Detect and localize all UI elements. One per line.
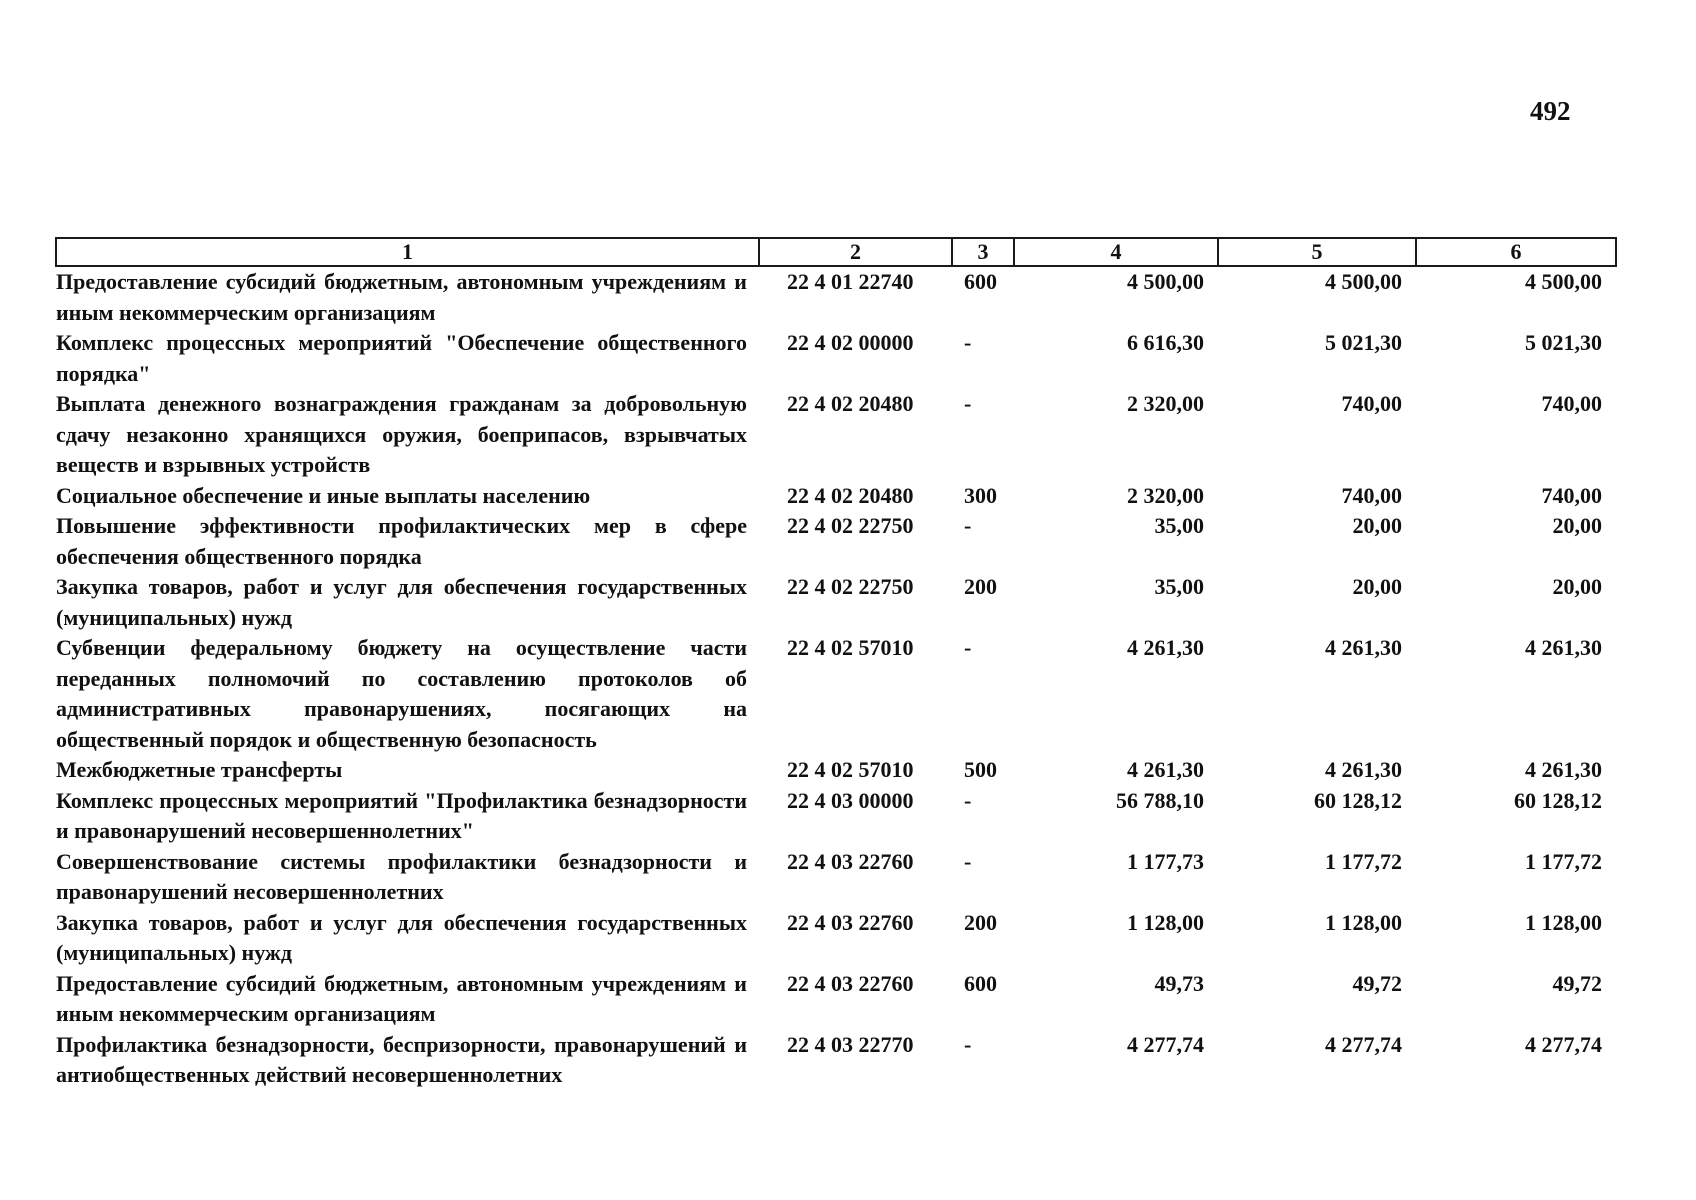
table-row — [56, 511, 1616, 572]
item-name: Социальное обеспечение и иные выплаты населению — [56, 482, 591, 508]
table-row — [56, 633, 1616, 755]
amount-col-6: 4 500,00 — [1525, 269, 1602, 294]
amount-col-5: 4 277,74 — [1325, 1031, 1402, 1057]
expense-type: - — [964, 787, 972, 813]
amount-col-4: 6 616,30 — [1127, 330, 1204, 355]
item-name: Выплата денежного вознаграждения гражданам за добровольную сдачу незаконно хранящихся оружия, боеприпасов, взрывчатых веществ и взрывных устройств — [56, 391, 747, 477]
table-row — [56, 847, 1616, 908]
target-code: 22 4 03 22760 — [787, 848, 914, 874]
expense-type: 200 — [964, 909, 997, 935]
amount-col-5: 4 500,00 — [1325, 269, 1402, 294]
amount-col-5: 1 177,72 — [1325, 848, 1402, 874]
amount-col-5: 740,00 — [1341, 482, 1402, 508]
table-row — [56, 755, 1616, 786]
column-header-5: 5 — [1218, 238, 1416, 266]
amount-col-5: 4 261,30 — [1325, 757, 1402, 782]
amount-col-5: 20,00 — [1352, 574, 1402, 599]
amount-col-6: 1 177,72 — [1525, 848, 1602, 874]
amount-col-6: 740,00 — [1541, 391, 1602, 416]
amount-col-5: 5 021,30 — [1325, 330, 1402, 355]
target-code: 22 4 02 20480 — [787, 482, 914, 508]
target-code: 22 4 02 57010 — [787, 635, 914, 660]
table-row — [56, 328, 1616, 389]
amount-col-5: 4 261,30 — [1325, 635, 1402, 660]
amount-col-4: 4 277,74 — [1127, 1031, 1204, 1057]
expense-type: 600 — [964, 269, 997, 294]
target-code: 22 4 03 22770 — [787, 1031, 914, 1057]
amount-col-4: 2 320,00 — [1127, 482, 1204, 508]
column-header-2: 2 — [759, 238, 952, 266]
item-name: Совершенствование системы профилактики безнадзорности и правонарушений несовершеннолетних — [56, 848, 747, 904]
expense-type: 600 — [964, 970, 997, 996]
amount-col-5: 60 128,12 — [1314, 787, 1402, 813]
amount-col-4: 4 500,00 — [1127, 269, 1204, 294]
amount-col-4: 35,00 — [1154, 513, 1204, 538]
amount-col-6: 4 277,74 — [1525, 1031, 1602, 1057]
item-name: Межбюджетные трансферты — [56, 757, 343, 782]
item-name: Комплекс процессных мероприятий "Профилактика безнадзорности и правонарушений несовершеннолетних" — [56, 787, 747, 843]
amount-col-5: 49,72 — [1352, 970, 1402, 996]
table-row — [56, 786, 1616, 847]
amount-col-4: 49,73 — [1154, 970, 1204, 996]
expense-type: - — [964, 1031, 972, 1057]
amount-col-6: 5 021,30 — [1525, 330, 1602, 355]
amount-col-6: 4 261,30 — [1525, 757, 1602, 782]
item-name: Профилактика безнадзорности, беспризорности, правонарушений и антиобщественных действий несовершеннолетних — [56, 1031, 747, 1087]
budget-table — [55, 237, 1617, 1091]
column-header-6: 6 — [1416, 238, 1616, 266]
amount-col-4: 1 177,73 — [1127, 848, 1204, 874]
item-name: Предоставление субсидий бюджетным, автономным учреждениям и иным некоммерческим организациям — [56, 970, 747, 1026]
amount-col-5: 20,00 — [1352, 513, 1402, 538]
item-name: Закупка товаров, работ и услуг для обеспечения государственных (муниципальных) нужд — [56, 909, 747, 965]
target-code: 22 4 03 00000 — [787, 787, 914, 813]
amount-col-4: 1 128,00 — [1127, 909, 1204, 935]
amount-col-4: 4 261,30 — [1127, 757, 1204, 782]
target-code: 22 4 02 57010 — [787, 757, 914, 782]
table-row — [56, 389, 1616, 481]
amount-col-6: 20,00 — [1552, 513, 1602, 538]
amount-col-6: 60 128,12 — [1514, 787, 1602, 813]
item-name: Закупка товаров, работ и услуг для обеспечения государственных (муниципальных) нужд — [56, 574, 747, 630]
target-code: 22 4 02 20480 — [787, 391, 914, 416]
table-row — [56, 908, 1616, 969]
amount-col-4: 2 320,00 — [1127, 391, 1204, 416]
amount-col-4: 56 788,10 — [1116, 787, 1204, 813]
column-header-3: 3 — [952, 238, 1014, 266]
item-name: Предоставление субсидий бюджетным, автономным учреждениям и иным некоммерческим организациям — [56, 269, 747, 325]
target-code: 22 4 01 22740 — [787, 269, 914, 294]
target-code: 22 4 03 22760 — [787, 909, 914, 935]
amount-col-4: 4 261,30 — [1127, 635, 1204, 660]
item-name: Повышение эффективности профилактических мер в сфере обеспечения общественного порядка — [56, 513, 747, 569]
column-header-1: 1 — [56, 238, 759, 266]
expense-type: - — [964, 635, 972, 660]
expense-type: - — [964, 848, 972, 874]
table-row — [56, 266, 1616, 328]
expense-type: - — [964, 330, 972, 355]
table-row — [56, 969, 1616, 1030]
amount-col-6: 20,00 — [1552, 574, 1602, 599]
expense-type: - — [964, 513, 972, 538]
header-row — [56, 238, 1616, 266]
expense-type: 300 — [964, 482, 997, 508]
expense-type: - — [964, 391, 972, 416]
column-header-4: 4 — [1014, 238, 1218, 266]
amount-col-5: 740,00 — [1341, 391, 1402, 416]
amount-col-6: 49,72 — [1552, 970, 1602, 996]
amount-col-5: 1 128,00 — [1325, 909, 1402, 935]
amount-col-6: 4 261,30 — [1525, 635, 1602, 660]
item-name: Субвенции федеральному бюджету на осуществление части переданных полномочий по составлению протоколов об административных правонарушениях, посягающих на общественный порядок и общественную безопасность — [56, 635, 747, 752]
target-code: 22 4 02 22750 — [787, 513, 914, 538]
target-code: 22 4 03 22760 — [787, 970, 914, 996]
target-code: 22 4 02 00000 — [787, 330, 914, 355]
table-row — [56, 481, 1616, 512]
target-code: 22 4 02 22750 — [787, 574, 914, 599]
amount-col-4: 35,00 — [1154, 574, 1204, 599]
amount-col-6: 1 128,00 — [1525, 909, 1602, 935]
amount-col-6: 740,00 — [1541, 482, 1602, 508]
page-number: 492 — [1530, 96, 1571, 126]
table-row — [56, 572, 1616, 633]
expense-type: 500 — [964, 757, 997, 782]
table-row — [56, 1030, 1616, 1091]
item-name: Комплекс процессных мероприятий "Обеспечение общественного порядка" — [56, 330, 747, 386]
expense-type: 200 — [964, 574, 997, 599]
